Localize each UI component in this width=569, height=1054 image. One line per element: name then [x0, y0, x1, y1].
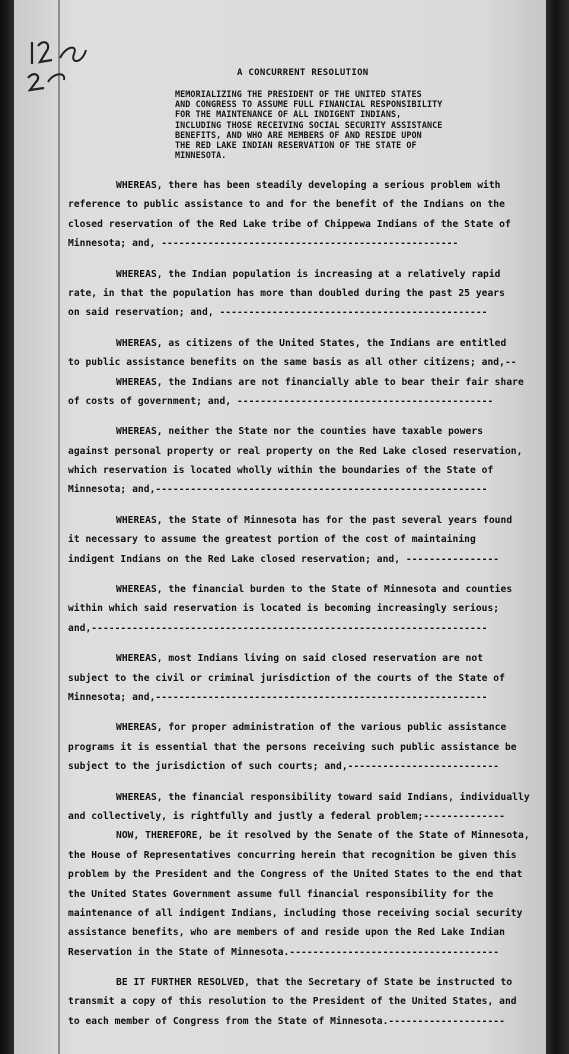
subtitle-line: AND CONGRESS TO ASSUME FULL FINANCIAL RESPONSIBILITY	[175, 99, 443, 110]
right-dark-border	[546, 0, 569, 1054]
paragraph-first-line: WHEREAS, the State of Minnesota has for the past several years found	[116, 514, 513, 526]
paragraph-line: maintenance of all indigent Indians, including those receiving social security	[68, 907, 523, 919]
paragraph-line: closed reservation of the Red Lake tribe of Chippewa Indians of the State of	[68, 218, 511, 230]
paragraph	[68, 334, 542, 373]
paragraph-first-line: WHEREAS, the Indian population is increasing at a relatively rapid	[116, 268, 501, 280]
left-dark-border	[0, 0, 14, 1054]
subtitle-line: BENEFITS, AND WHO ARE MEMBERS OF AND RESIDE UPON	[175, 129, 422, 140]
paragraph-line: Reservation in the State of Minnesota.------------------------------------	[68, 946, 500, 958]
paragraph-first-line: WHEREAS, most Indians living on said closed reservation are not	[116, 653, 484, 665]
paragraph-line: which reservation is located wholly within the boundaries of the State of	[68, 465, 494, 477]
paragraph-line: against personal property or real property on the Red Lake closed reservation,	[68, 445, 523, 457]
paragraph-line: within which said reservation is located is becoming increasingly serious;	[68, 603, 500, 615]
paragraph-line: problem by the President and the Congress of the United States to the end that	[68, 869, 523, 881]
paragraph-line: and,--------------------------------------------------------------------	[68, 622, 488, 634]
paragraph-line: the United States Government assume full financial responsibility for the	[68, 888, 494, 900]
paragraph-line: transmit a copy of this resolution to the President of the United States, and	[68, 996, 517, 1008]
subtitle-line: MINNESOTA.	[175, 150, 227, 161]
paragraph-line: rate, in that the population has more than doubled during the past 25 years	[68, 287, 505, 299]
handwritten-annotation	[20, 20, 110, 100]
paragraph-first-line: WHEREAS, there has been steadily developing a serious problem with	[116, 180, 501, 191]
paragraph-line: of costs of government; and, --------------------------------------------	[68, 395, 494, 407]
paragraph-line: on said reservation; and, ----------------------------------------------	[68, 307, 488, 319]
paragraph	[68, 718, 542, 776]
paragraph-line: the House of Representatives concurring herein that recognition be given this	[68, 849, 517, 861]
paragraph-line: Minnesota; and,---------------------------------------------------------	[68, 484, 488, 496]
document-title: A CONCURRENT RESOLUTION	[237, 68, 369, 78]
subtitle-line: FOR THE MAINTENANCE OF ALL INDIGENT INDIANS,	[175, 109, 402, 120]
paragraph-first-line: NOW, THEREFORE, be it resolved by the Senate of the State of Minnesota,	[116, 830, 530, 842]
paragraph	[68, 176, 542, 254]
paragraph	[68, 422, 542, 500]
subtitle-line: THE RED LAKE INDIAN RESERVATION OF THE STATE OF	[175, 140, 417, 151]
paragraph-line: subject to the jurisdiction of such courts; and,--------------------------	[68, 761, 500, 773]
paragraph-line: Minnesota; and, ---------------------------------------------------	[68, 238, 459, 250]
paragraph-line: to public assistance benefits on the same basis as all other citizens; and,--	[68, 357, 517, 369]
paragraph	[68, 649, 542, 707]
paragraph-first-line: WHEREAS, the financial responsibility toward said Indians, individually	[116, 791, 530, 803]
paragraph-line: it necessary to assume the greatest portion of the cost of maintaining	[68, 534, 476, 546]
paragraph-line: indigent Indians on the Red Lake closed reservation; and, ----------------	[68, 553, 500, 565]
subtitle-line: INCLUDING THOSE RECEIVING SOCIAL SECURITY ASSISTANCE	[175, 119, 443, 130]
resolution-subtitle	[175, 89, 505, 160]
paragraph-first-line: WHEREAS, the Indians are not financially able to bear their fair share	[116, 376, 524, 388]
paragraph-first-line: WHEREAS, for proper administration of the various public assistance	[116, 722, 507, 734]
paragraph-line: Minnesota; and,---------------------------------------------------------	[68, 691, 488, 703]
paragraph	[68, 788, 542, 827]
paragraph	[68, 973, 542, 1031]
paragraph-line: to each member of Congress from the State of Minnesota.--------------------	[68, 1015, 505, 1027]
paragraph-line: assistance benefits, who are members of and reside upon the Red Lake Indian	[68, 927, 505, 939]
paragraph-first-line: BE IT FURTHER RESOLVED, that the Secretary of State be instructed to	[116, 977, 513, 989]
page-fold-line	[58, 0, 60, 1054]
paragraph-first-line: WHEREAS, the financial burden to the State of Minnesota and counties	[116, 584, 513, 596]
paragraph	[68, 265, 542, 323]
paragraph	[68, 511, 542, 569]
paragraph-line: reference to public assistance to and for the benefit of the Indians on the	[68, 199, 505, 211]
paragraph-first-line: WHEREAS, as citizens of the United States, the Indians are entitled	[116, 337, 507, 349]
subtitle-line: MEMORIALIZING THE PRESIDENT OF THE UNITED STATES	[175, 89, 422, 99]
paragraph-first-line: WHEREAS, neither the State nor the counties have taxable powers	[116, 426, 484, 438]
paragraph-line: and collectively, is rightfully and justly a federal problem;--------------	[68, 810, 505, 822]
paragraph	[68, 373, 542, 412]
paragraph	[68, 580, 542, 638]
paragraph	[68, 826, 542, 962]
paragraph-line: programs it is essential that the persons receiving such public assistance be	[68, 741, 517, 753]
resolution-body	[68, 176, 542, 1031]
paragraph-line: subject to the civil or criminal jurisdiction of the courts of the State of	[68, 672, 505, 684]
